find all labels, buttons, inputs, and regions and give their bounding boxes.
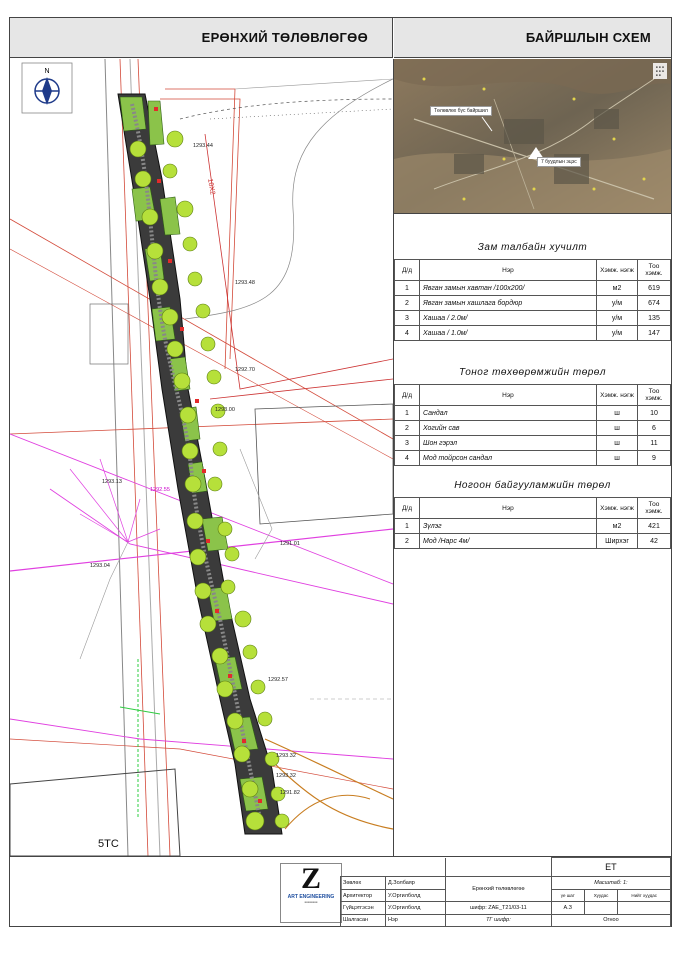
table-cell: 11	[638, 436, 671, 451]
tree	[196, 304, 210, 318]
column-header: Хэмж. нэгж	[597, 260, 638, 281]
table-row	[395, 326, 671, 341]
scale-label: Масштаб: 1:	[551, 877, 670, 889]
title-block-table-wrap	[340, 857, 671, 927]
table-cell: 3	[395, 436, 420, 451]
road-label: 10X2	[206, 178, 216, 196]
table-cell: 6	[638, 421, 671, 436]
table-cell: Явган замын хавтан /100х200/	[420, 281, 597, 296]
lamp-post	[202, 469, 206, 473]
road-table-title: Зам талбайн хучилт	[477, 242, 588, 253]
scale-header: Хуудас	[584, 889, 618, 901]
tree	[213, 442, 227, 456]
lamp-post	[157, 179, 161, 183]
tree	[135, 171, 151, 187]
table-cell: 421	[638, 519, 671, 534]
role-label: Архитектор	[341, 889, 386, 901]
drawing-name: Ерөнхий төлөвлөгөө	[446, 877, 552, 902]
tree	[243, 645, 257, 659]
table-row	[395, 534, 671, 549]
column-header: Д/д	[395, 498, 420, 519]
table-row	[395, 296, 671, 311]
table-row	[395, 519, 671, 534]
elevation-label: 1293.32	[276, 773, 296, 779]
pipeline	[285, 795, 370, 829]
table-row	[395, 281, 671, 296]
column-header: Нэр	[420, 385, 597, 406]
column-header: Тоо хэмж.	[638, 260, 671, 281]
tree	[227, 713, 243, 729]
utility-line	[210, 379, 393, 399]
table-cell: Хогийн сав	[420, 421, 597, 436]
tree	[208, 477, 222, 491]
column-header: Д/д	[395, 385, 420, 406]
tree	[152, 279, 168, 295]
elevation-label: 1293.44	[193, 143, 213, 149]
company-logo	[280, 863, 342, 923]
table-cell: 2	[395, 421, 420, 436]
tree	[130, 141, 146, 157]
station-label: 5TC	[98, 838, 119, 850]
utility-line	[10, 739, 393, 789]
drawing-sheet	[9, 17, 672, 927]
tree	[167, 131, 183, 147]
equipment-table	[394, 384, 671, 466]
tree	[221, 580, 235, 594]
role-label: Гүйцэтгэсэн	[341, 902, 386, 914]
scale-header: үе шат	[551, 889, 584, 901]
elevation-label: 1293.48	[235, 280, 255, 286]
lamp-post	[180, 327, 184, 331]
tree	[195, 583, 211, 599]
table-cell: ш	[597, 436, 638, 451]
logo-letter: Z	[300, 862, 321, 895]
table-row	[395, 311, 671, 326]
table-row	[395, 451, 671, 466]
table-cell: 1	[395, 406, 420, 421]
quantity-tables	[394, 214, 671, 549]
bus-stop-callout: 7 буудлын эцэс	[537, 157, 581, 167]
green-table-title: Ногоон байгууламжийн төрөл	[454, 480, 611, 491]
tree	[235, 611, 251, 627]
logo-name: ART ENGINEERING	[287, 894, 335, 900]
tree	[177, 201, 193, 217]
elevation-label: 1292.57	[268, 677, 288, 683]
table-cell: 9	[638, 451, 671, 466]
role-name: У.Оргилболд	[386, 889, 446, 901]
tree	[174, 373, 190, 389]
lamp-post	[206, 539, 210, 543]
utility-line	[10, 419, 393, 434]
table-cell: Мод тойрсон сандал	[420, 451, 597, 466]
sheets-value: Огноо	[551, 914, 670, 926]
elevation-label: 1293.00	[215, 407, 235, 413]
table-cell: ш	[597, 421, 638, 436]
tree	[201, 337, 215, 351]
table-cell: 4	[395, 326, 420, 341]
table-cell: м2	[597, 281, 638, 296]
tree	[147, 243, 163, 259]
table-cell: у/м	[597, 326, 638, 341]
lamp-post	[258, 799, 262, 803]
table-cell: 4	[395, 451, 420, 466]
table-cell: 619	[638, 281, 671, 296]
plan-drawing	[10, 59, 393, 856]
table-cell: у/м	[597, 311, 638, 326]
equipment-table-title: Тоног төхөөрөмжийн төрөл	[458, 367, 607, 378]
tree	[183, 237, 197, 251]
green-table	[394, 497, 671, 549]
role-name: Д.Золбаяр	[386, 877, 446, 889]
column-header: Хэмж. нэгж	[597, 498, 638, 519]
lamp-post	[215, 609, 219, 613]
tree	[188, 272, 202, 286]
tree	[182, 443, 198, 459]
lamp-post	[168, 259, 172, 263]
tree	[217, 681, 233, 697]
substation-outline	[10, 769, 180, 856]
tree	[225, 547, 239, 561]
table-cell: у/м	[597, 296, 638, 311]
table-cell: 1	[395, 519, 420, 534]
role-name: Нэр	[386, 914, 446, 926]
tree	[142, 209, 158, 225]
column-header: Хэмж. нэгж	[597, 385, 638, 406]
tree	[187, 513, 203, 529]
table-cell: 2	[395, 534, 420, 549]
elevation-label: 1292.70	[235, 367, 255, 373]
lamp-post	[154, 107, 158, 111]
table-cell: 42	[638, 534, 671, 549]
north-label: N	[44, 68, 50, 75]
title-block-table	[340, 857, 671, 927]
cipher: шифр: ZAE_T21/03-11	[446, 902, 552, 914]
tree	[207, 370, 221, 384]
tree	[163, 164, 177, 178]
building-outline	[90, 304, 128, 364]
tree	[242, 781, 258, 797]
plan-header	[10, 18, 393, 58]
tree	[190, 549, 206, 565]
road-table	[394, 259, 671, 341]
elevation-label: 1293.32	[276, 753, 296, 759]
table-cell: 2	[395, 296, 420, 311]
elevation-label: 1292.55	[150, 487, 170, 493]
table-cell: 147	[638, 326, 671, 341]
tree	[234, 746, 250, 762]
table-row	[395, 421, 671, 436]
title-block	[10, 856, 671, 927]
table-cell: ш	[597, 451, 638, 466]
column-header: Нэр	[420, 498, 597, 519]
north-arrow	[22, 63, 72, 113]
location-map	[394, 59, 671, 214]
lamp-post	[228, 674, 232, 678]
column-header: Тоо хэмж.	[638, 385, 671, 406]
scale-header: Нийт хуудас	[618, 889, 671, 901]
tree	[162, 309, 178, 325]
table-cell: м2	[597, 519, 638, 534]
utility-line	[205, 134, 393, 389]
column-header: Нэр	[420, 260, 597, 281]
location-header	[394, 18, 671, 58]
table-cell: Хашаа / 1.0м/	[420, 326, 597, 341]
tree	[258, 712, 272, 726]
elevation-label: 1291.82	[280, 790, 300, 796]
table-cell: 674	[638, 296, 671, 311]
role-label: Зөвлөх	[341, 877, 386, 889]
stage-value: А.З	[551, 902, 584, 914]
tree	[212, 648, 228, 664]
table-cell: Зүлэг	[420, 519, 597, 534]
table-row	[395, 436, 671, 451]
tree	[251, 680, 265, 694]
tree	[185, 476, 201, 492]
table-cell: Мод /Нарс 4м/	[420, 534, 597, 549]
table-cell: Явган замын хашлага бордюр	[420, 296, 597, 311]
tree	[218, 522, 232, 536]
elevation-label: 1293.04	[90, 563, 110, 569]
table-cell: 3	[395, 311, 420, 326]
sheet-code: ЕТ	[551, 858, 670, 877]
table-cell: ш	[597, 406, 638, 421]
tree	[200, 616, 216, 632]
role-label: Шалгасан	[341, 914, 386, 926]
role-name: У.Оргилболд	[386, 902, 446, 914]
satellite-image	[394, 59, 671, 213]
tree	[246, 812, 264, 830]
tg-cipher: ТГ шифр:	[446, 914, 552, 926]
location-title: БАЙРШЛЫН СХЕМ	[525, 30, 651, 45]
master-plan	[10, 59, 394, 856]
elevation-label: 1293.13	[102, 479, 122, 485]
table-row	[395, 406, 671, 421]
tree	[275, 814, 289, 828]
column-header: Тоо хэмж.	[638, 498, 671, 519]
location-callout: Төлөвлөх бүс байршил	[430, 106, 492, 116]
elevation-label: 1291.01	[280, 541, 300, 547]
column-header: Д/д	[395, 260, 420, 281]
lamp-post	[242, 739, 246, 743]
lamp-post	[195, 399, 199, 403]
tree	[167, 341, 183, 357]
plan-title: ЕРӨНХИЙ ТӨЛӨВЛӨГӨӨ	[201, 30, 368, 45]
table-cell: Ширхэг	[597, 534, 638, 549]
table-cell: Сандал	[420, 406, 597, 421]
table-cell: Шон гэрэл	[420, 436, 597, 451]
table-cell: 135	[638, 311, 671, 326]
table-cell: 1	[395, 281, 420, 296]
map-legend: ● ● ● ● ● ● ● ●	[653, 63, 667, 79]
tree	[180, 407, 196, 423]
logo-subtitle: ≡≡≡≡≡≡≡≡	[304, 900, 318, 904]
table-cell: Хашаа / 2.0м/	[420, 311, 597, 326]
table-cell: 10	[638, 406, 671, 421]
